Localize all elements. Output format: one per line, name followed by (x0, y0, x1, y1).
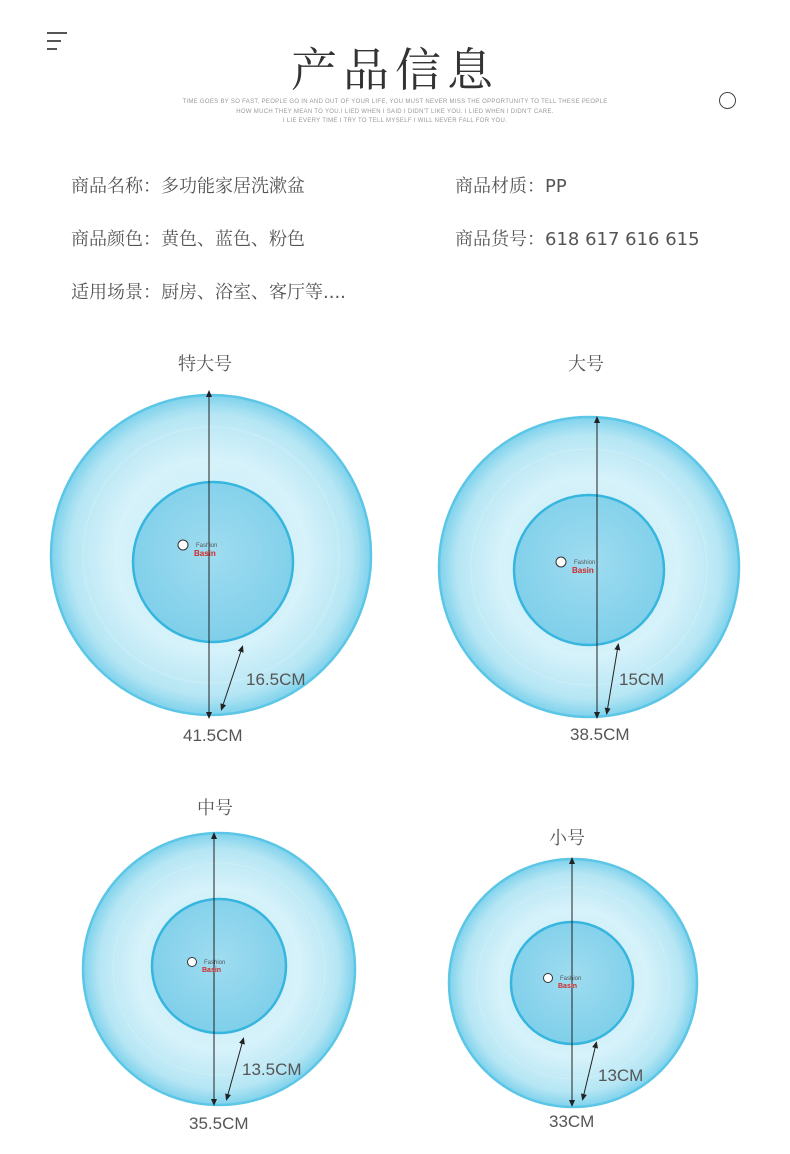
diameter-label-xl: 41.5CM (183, 726, 243, 745)
svg-text:Basin: Basin (202, 967, 222, 974)
svg-text:Fashion: Fashion (204, 960, 226, 966)
spec-product-name: 商品名称：多功能家居洗漱盆 (71, 176, 305, 197)
spec-scenes: 适用场景：厨房、浴室、客厅等.... (71, 282, 346, 303)
basin-small (449, 859, 697, 1107)
basin-medium (83, 833, 355, 1105)
size-label-small: 小号 (549, 828, 585, 849)
size-label-medium: 中号 (197, 798, 233, 819)
subtitle-line-2: HOW MUCH THEY MEAN TO YOU.I LIED WHEN I SAID I DIDN'T LIKE YOU. I LIED WHEN I DIDN'T CARE. (236, 109, 554, 115)
size-label-xl: 特大号 (178, 354, 232, 375)
depth-label-xl: 16.5CM (246, 670, 306, 689)
subtitle-line-3: I LIE EVERY TIME I TRY TO TELL MYSELF I WILL NEVER FALL FOR YOU. (282, 118, 508, 124)
basin-xl (51, 393, 371, 716)
svg-text:Fashion: Fashion (574, 560, 596, 566)
svg-text:Basin: Basin (572, 566, 594, 575)
depth-label-small: 13CM (598, 1066, 644, 1085)
size-label-large: 大号 (568, 354, 604, 375)
svg-text:Fashion: Fashion (196, 543, 218, 549)
subtitle-line-1: TIME GOES BY SO FAST, PEOPLE GO IN AND OUT OF YOUR LIFE, YOU MUST NEVER MISS THE OPPORTUNITY TO TELL THESE PEOPLE (182, 99, 608, 105)
svg-text:Basin: Basin (194, 549, 216, 558)
diameter-label-small: 33CM (549, 1112, 595, 1131)
page-title: 产品信息 (291, 43, 499, 97)
svg-text:Basin: Basin (558, 983, 578, 990)
spec-item-number: 商品货号：618 617 616 615 (455, 229, 700, 250)
spec-colors: 商品颜色：黄色、蓝色、粉色 (71, 229, 305, 250)
depth-label-large: 15CM (619, 670, 665, 689)
spec-material: 商品材质：PP (455, 176, 567, 197)
depth-label-medium: 13.5CM (242, 1060, 302, 1079)
diameter-label-large: 38.5CM (570, 725, 630, 744)
svg-text:Fashion: Fashion (560, 976, 582, 982)
diameter-label-medium: 35.5CM (189, 1114, 249, 1133)
basin-large (439, 417, 739, 717)
